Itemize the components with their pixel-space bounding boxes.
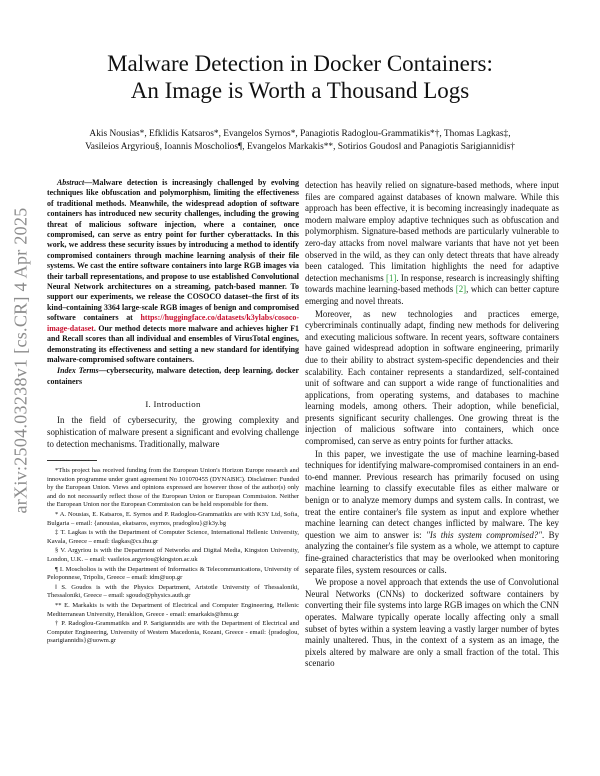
paragraph-text: In this paper, we investigate the use of machine learning-based techniques for identifying malware-compromised containers in an end-to-end manner. Previous research has primarily focused on using machine learning to classify executable files as either malware or benign or to analyze memory dumps and system calls. In contrast, we treat the entire container's file system as input and explore whether machine learning can detect changes inflicted by malware. The key question we aim to answer is:	[305, 448, 559, 540]
abstract	[47, 178, 299, 365]
paragraph-proposal: We propose a novel approach that extends the use of Convolutional Neural Networks (CNNs) to dockerized software containers by converting their file systems into large RGB images on which the CNN operates. Malware typically operate locally affecting only a small subset of bytes within a system leaving a vastly larger number of bytes mainly unaltered. Thus, in the context of a system as an image, the pixels altered by malware are only a small fraction of the total. This scenario	[305, 577, 559, 669]
footnote-kingston: § V. Argyriou is with the Department of Networks and Digital Media, Kingston University, London, U.K. – email: vasileios.argyriou@kingston.ac.uk	[47, 547, 299, 564]
abstract-label: Abstract	[57, 178, 85, 187]
right-column	[305, 180, 559, 671]
index-terms-label: Index Terms	[57, 366, 99, 376]
authors-line-2: Vasileios Argyriou§, Ioannis Moscholios¶, Evangelos Markakis**, Sotirios Goudos‖ and Panagiotis Sarigiannidis†	[85, 142, 515, 152]
paragraph-containers: Moreover, as new technologies and practices emerge, cybercriminals continually adapt, finding new methods for delivering and executing malicious software. In recent years, software containers have gained widespread adoption in software engineering, primarily due to their ability to abstract system-specific dependencies and their scalability. Each container represents a standardized, self-contained unit of software and can support a wide range of functionalities and applications, from operating systems, and databases to machine learning models, among others. Their adoption, while beneficial, presents significant security challenges. One growing threat is the injection of malicious software into containers, which once compromised, can serve as entry points for further attacks.	[305, 308, 559, 447]
paragraph-investigation	[305, 449, 559, 577]
footnote-k3y: * A. Nousias, E. Katsaros, E. Syrnos and P. Radoglou-Grammatikis are with K3Y Ltd, Sofia, Bulgaria – email: {anousias, ekatsaros, esyrnos, pradoglou}@k3y.bg	[47, 511, 299, 527]
index-terms	[47, 366, 299, 387]
footnote-hmu: ** E. Markakis is with the Department of Electrical and Computer Engineering, Hellenic Mediterranean University, Heraklion, Greece - email: emarkakis@hmu.gr	[47, 602, 299, 618]
footnote-ihu: ‡ T. Lagkas is with the Department of Computer Science, International Hellenic University, Kavala, Greece – email: tlagkas@cs.ihu.gr	[47, 529, 299, 545]
section-heading-introduction: I. Introduction	[145, 399, 201, 410]
abstract-text-end: . Our method detects more malware and achieves higher F1 and Recall scores than all individual and ensembles of VirusTotal engines, demonstrating its effectiveness and setting a new standard for identifying malware-compromised software containers.	[47, 323, 299, 364]
index-terms-text: —cybersecurity, malware detection, deep learning, docker containers	[47, 366, 299, 386]
author-list	[50, 128, 550, 154]
key-question: "Is this system compromised?"	[426, 529, 542, 540]
footnote-uowm: † P. Radoglou-Grammatikis and P. Sarigiannidis are with the Department of Electrical and Computer Engineering, University of Western Macedonia, Kozani, Greece - email: {pradoglou, psarigiannidis}@uowm.gr	[47, 620, 299, 645]
citation-2[interactable]: [2]	[455, 284, 467, 295]
arxiv-id-text: arXiv:2504.03238v1 [cs.CR] 4 Apr 2025	[10, 206, 31, 514]
citation-1[interactable]: [1]	[386, 272, 397, 283]
title-line-2: An Image is Worth a Thousand Logs	[130, 78, 470, 103]
footnote-rule	[47, 460, 97, 461]
intro-paragraph: In the field of cybersecurity, the growing complexity and sophistication of malware present a significant and evolving challenge to detection mechanisms. Traditionally, malware	[47, 415, 299, 449]
authors-line-1: Akis Nousias*, Efklidis Katsaros*, Evangelos Syrnos*, Panagiotis Radoglou-Grammatikis*†, Thomas Lagkas‡,	[89, 129, 511, 139]
footnote-peloponnese: ¶ I. Moscholios is with the Department of Informatics & Telecommunications, University of Peloponnese, Tripolis, Greece – email: idm@uop.gr	[47, 565, 299, 582]
arxiv-identifier-stamp	[6, 140, 36, 580]
paper-title	[40, 50, 560, 104]
title-line-1: Malware Detection in Docker Containers:	[107, 51, 493, 76]
paragraph-text: . By analyzing the container's file system as a whole, we attempt to capture fine-grained characteristics that may be overlooked when monitoring separate files, system resources or calls.	[305, 529, 560, 575]
footnote-funding: *This project has received funding from the European Union's Horizon Europe research and innovation programme under grant agreement No 101070455 (DYNABIC). Disclaimer: Funded by the European Union. Views and opinions expressed are however those of the author(s) only and do not necessarily reflect those of the European Union or European Commission. Neither the European Union nor the European Commission can be held responsible for them.	[47, 467, 299, 509]
paragraph-text: detection has heavily relied on signature-based methods, where input files are compared against databases of known malware. While this approach has been effective, it is becoming increasingly inadequate as modern malware employ adaptive techniques such as obfuscation and polymorphism. Signature-based methods are particularly vulnerable to zero-day attacks from novel malware variants that have not yet been observed in the wild, as they can only detect threats that have already been cataloged. This limitation highlights the need for adaptive detection mechanisms	[305, 180, 559, 283]
paragraph-text: . In response, research is increasingly shifting towards machine learning-based methods	[305, 272, 559, 295]
left-column	[47, 178, 299, 647]
dataset-link[interactable]: https://huggingface.co/datasets/k3ylabs/cosoco-image-dataset	[47, 313, 299, 333]
paragraph-signature-methods	[305, 180, 559, 308]
abstract-text: —Malware detection is increasingly challenged by evolving techniques like obfuscation and polymorphism, limiting the effectiveness of traditional methods. Meanwhile, the widespread adoption of software containers has introduced new security challenges, including the growing threat of malicious software injection, where a container, once compromised, can serve as entry point for further cyberattacks. In this work, we address these security issues by introducing a method to identify compromised containers through machine learning analysis of their file systems. We cast the entire software containers into large RGB images via their tarball representations, and propose to use established Convolutional Neural Network architectures on a streaming, patch-based manner. To support our experiments, we release the COSOCO dataset–the first of its kind–containing 3364 large-scale RGB images of benign and compromised software containers at	[47, 178, 299, 323]
paragraph-text: , which can better capture emerging and novel threats.	[305, 284, 559, 306]
footnote-auth: ‖ S. Goudos is with the Physics Department, Aristotle University of Thessaloniki, Thessaloniki, Greece – email: sgoudo@physics.auth.gr	[47, 583, 299, 600]
